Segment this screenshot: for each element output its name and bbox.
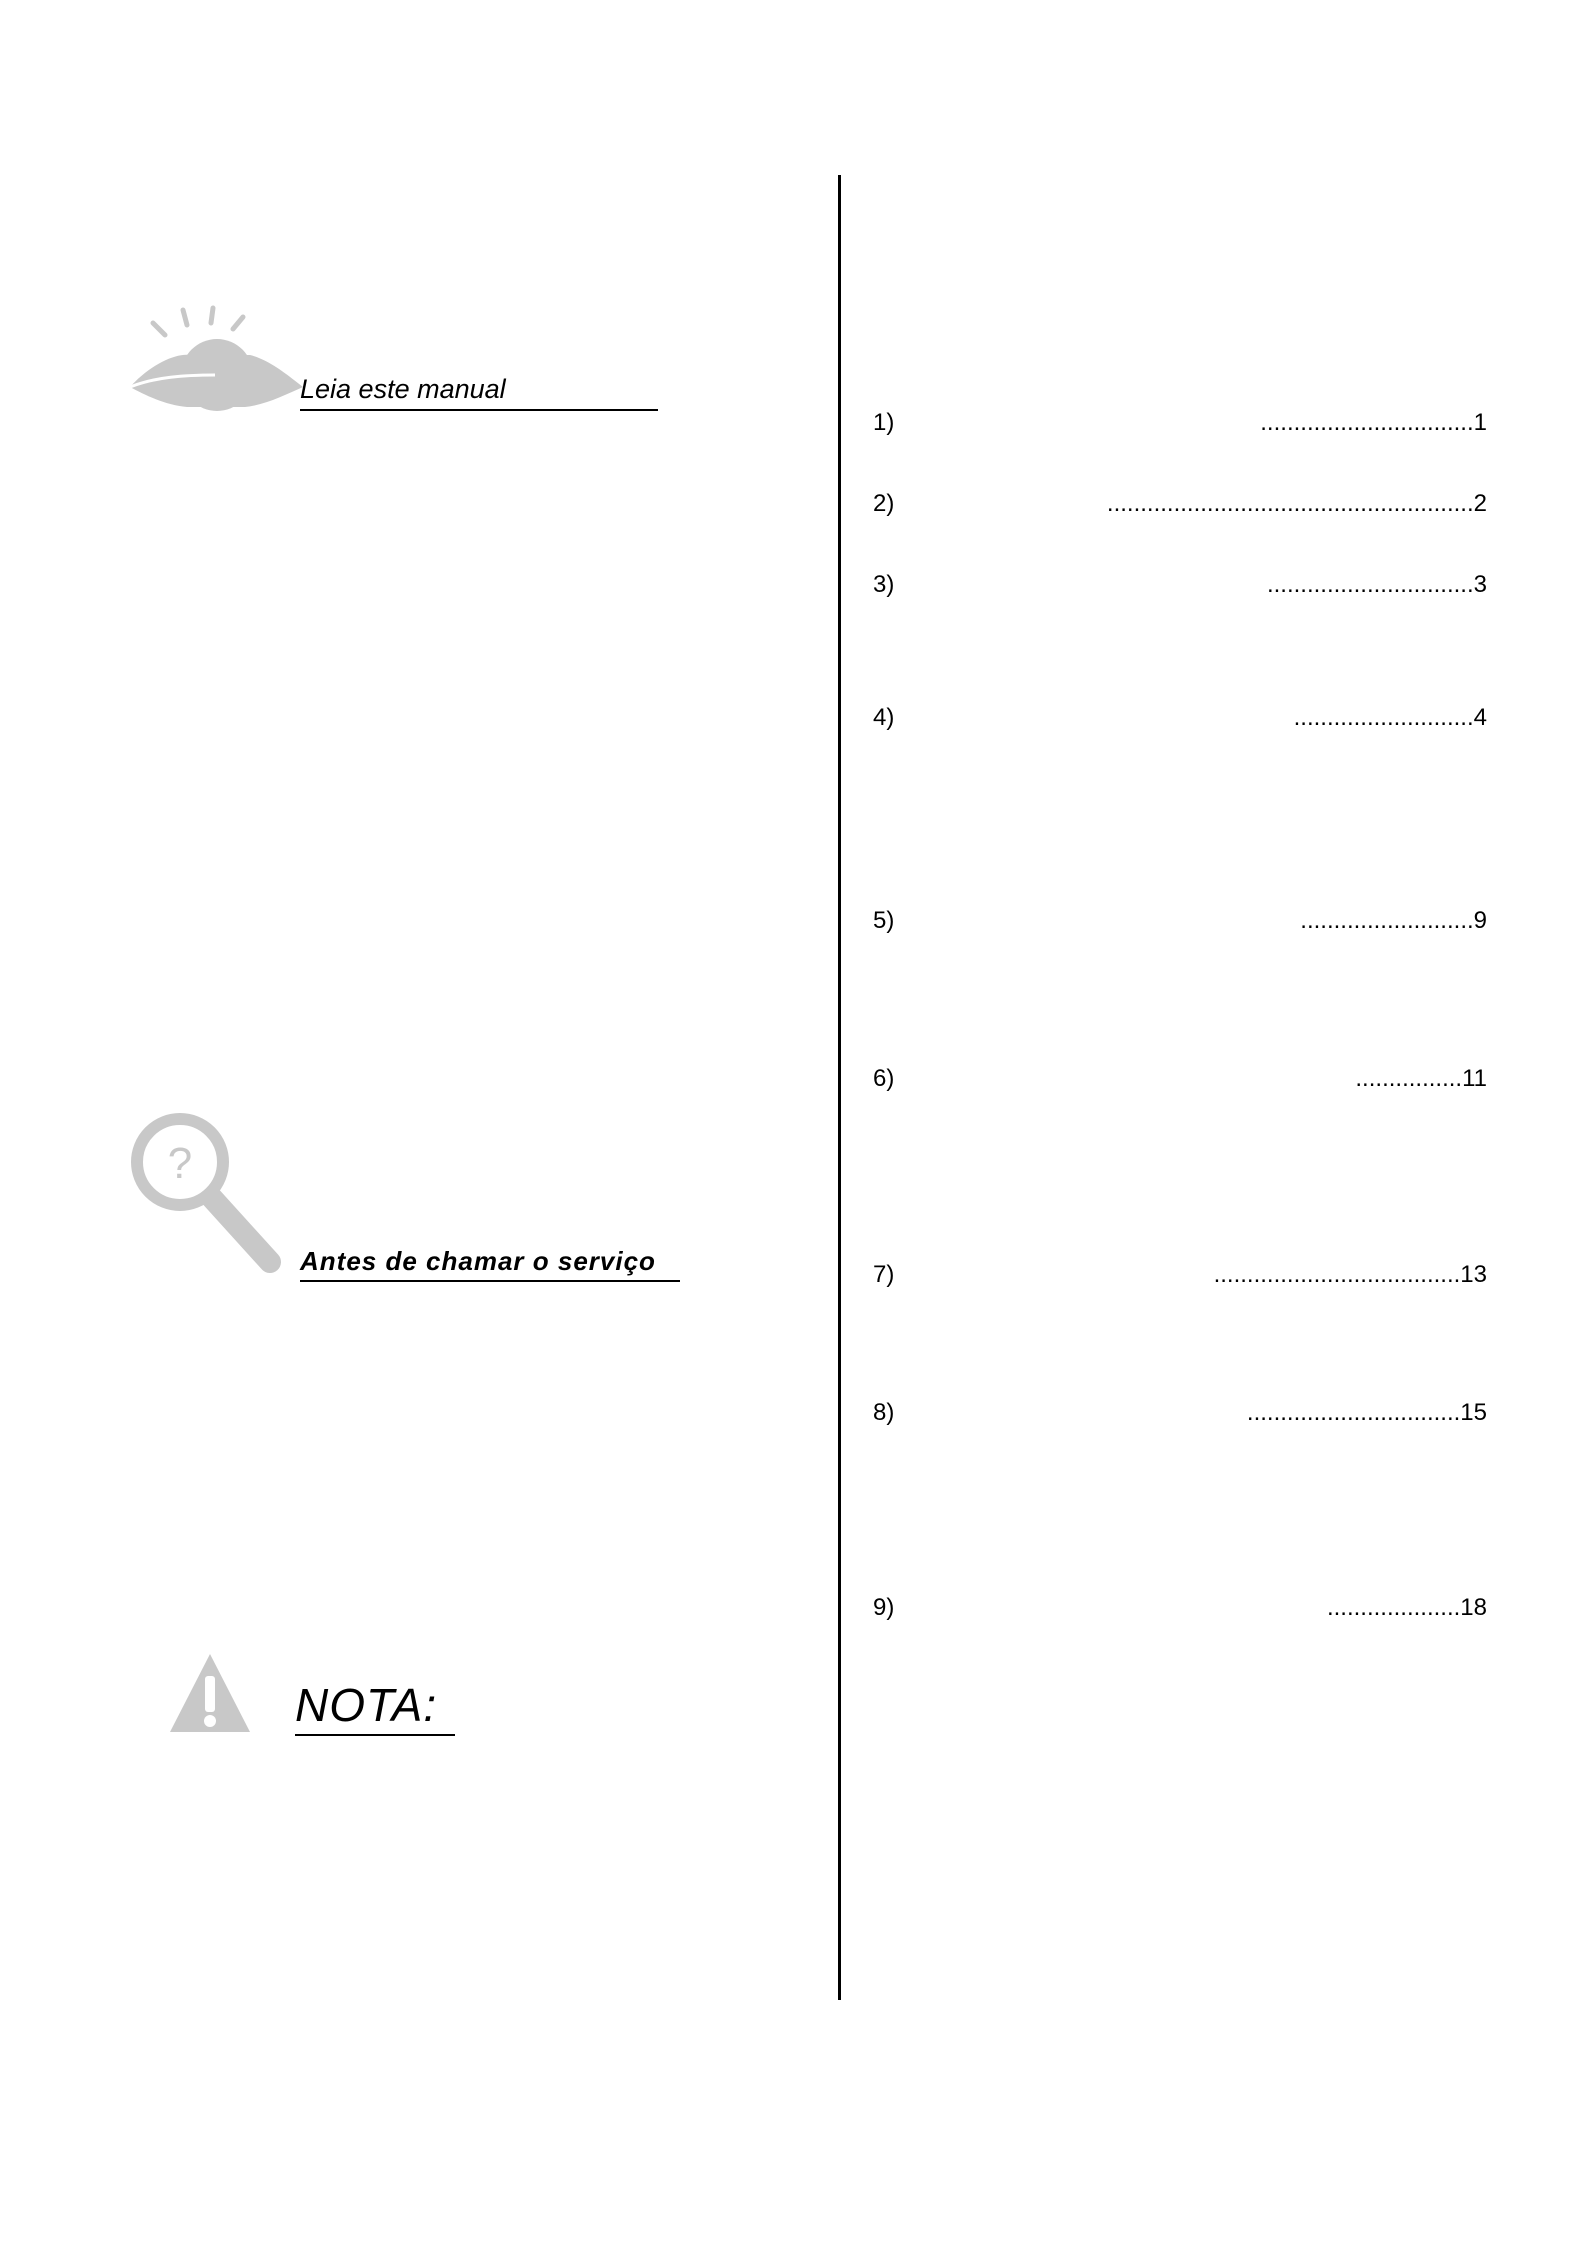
column-divider (838, 175, 841, 2000)
toc-item-number: 3) (873, 571, 895, 598)
toc-item-page: .....................................13 (1213, 1261, 1487, 1288)
toc-item-page: ....................18 (1326, 1594, 1487, 1621)
warning-triangle-icon (168, 1652, 252, 1734)
toc-item-number: 6) (873, 1065, 895, 1092)
note-heading: NOTA: (295, 1682, 455, 1736)
toc-item-page: .......................................................2 (1106, 490, 1487, 517)
toc-item-page: ...............................3 (1266, 571, 1487, 598)
toc-item-page: ................11 (1355, 1065, 1487, 1092)
toc-item-page: ................................1 (1260, 409, 1487, 436)
toc-item-number: 7) (873, 1261, 895, 1288)
toc-item-number: 1) (873, 409, 895, 436)
toc-item-page: ..........................9 (1300, 907, 1487, 934)
toc-item-number: 2) (873, 490, 895, 517)
svg-text:?: ? (167, 1139, 193, 1188)
read-manual-heading: Leia este manual (300, 376, 658, 411)
before-service-heading: Antes de chamar o serviço (300, 1248, 680, 1282)
toc-item-number: 4) (873, 704, 895, 731)
magnifier-question-icon (128, 1110, 288, 1280)
toc-item-number: 9) (873, 1594, 895, 1621)
toc-item-number: 8) (873, 1399, 895, 1426)
toc-item-page: ................................15 (1246, 1399, 1487, 1426)
eye-icon (125, 305, 305, 415)
toc-item-number: 5) (873, 907, 895, 934)
toc-item-page: ...........................4 (1293, 704, 1487, 731)
